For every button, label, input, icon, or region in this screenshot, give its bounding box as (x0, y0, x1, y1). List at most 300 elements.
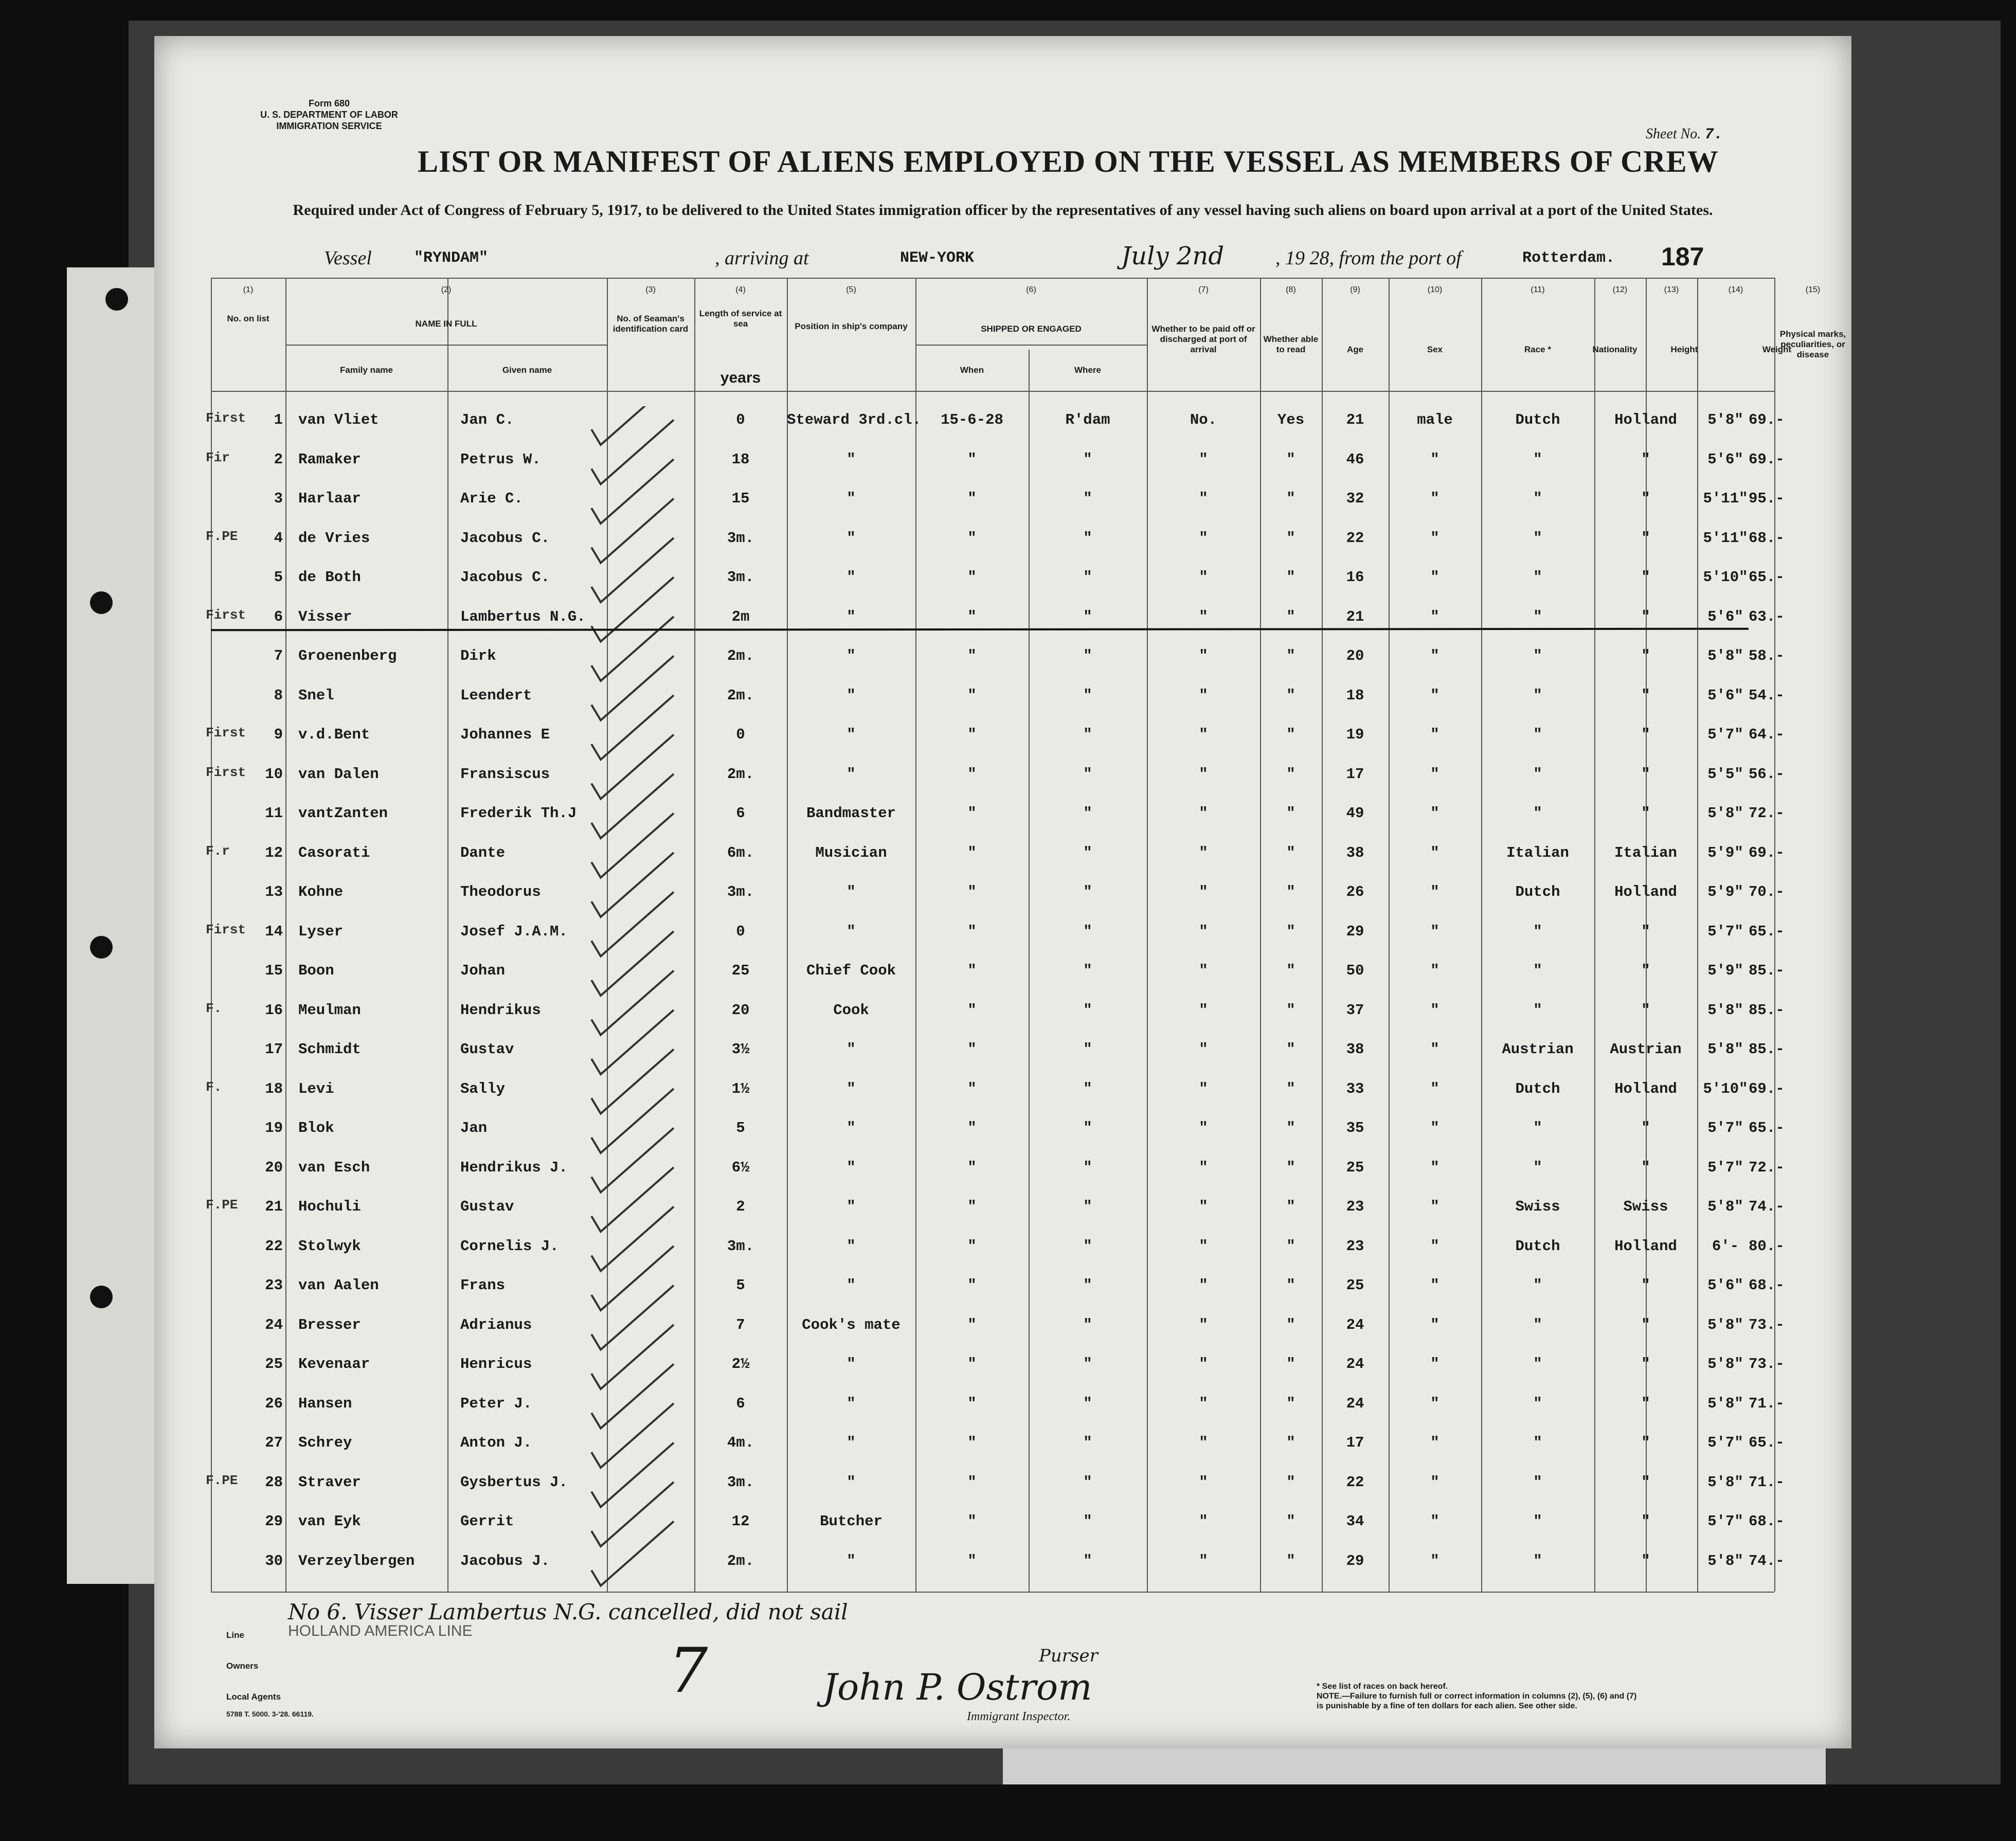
punch-hole (105, 288, 128, 311)
family-name: Kevenaar (298, 1356, 370, 1373)
race: " (1533, 1159, 1542, 1176)
check-icon (591, 406, 674, 445)
position: " (847, 450, 856, 468)
shipped-when: " (967, 1080, 977, 1097)
height: 5'7" (1707, 726, 1743, 743)
able-to-read: " (1286, 1356, 1295, 1373)
check-icon (591, 695, 674, 760)
check-icon (591, 1246, 674, 1310)
shipped-where: " (1083, 765, 1092, 783)
nationality: Holland (1614, 411, 1677, 428)
given-name: Hendrikus (460, 1001, 541, 1019)
height: 5'8" (1707, 1198, 1743, 1215)
able-to-read: " (1286, 726, 1295, 743)
shipped-when: " (967, 490, 977, 507)
age: 18 (1346, 687, 1364, 704)
nationality: " (1641, 450, 1650, 468)
weight: 74.- (1749, 1198, 1785, 1215)
nationality: Holland (1614, 1080, 1677, 1097)
race: " (1533, 647, 1542, 664)
shipped-when: " (967, 765, 977, 783)
check-icon (591, 1050, 674, 1114)
table-row (154, 564, 1851, 603)
shipped-when: " (967, 647, 977, 664)
height: 5'6" (1707, 687, 1743, 704)
able-to-read: " (1286, 1552, 1295, 1569)
weight: 54.- (1749, 687, 1785, 704)
able-to-read: " (1286, 1001, 1295, 1019)
header-age: Age (1346, 345, 1364, 354)
table-row (154, 1429, 1851, 1469)
table-row (154, 406, 1851, 446)
race: " (1533, 1356, 1542, 1373)
column-number-13: (13) (1664, 285, 1679, 294)
name-subheader-rule (285, 345, 607, 346)
shipped-when: " (967, 687, 977, 704)
nationality: " (1641, 765, 1650, 783)
height: 5'9" (1707, 962, 1743, 979)
note-fine: is punishable by a fine of ten dollars for each alien. See other side. (1317, 1702, 1577, 1710)
position: " (847, 726, 856, 743)
service-length: 2 (736, 1198, 745, 1215)
sex: " (1430, 962, 1439, 979)
given-name: Peter J. (460, 1395, 532, 1412)
given-name: Gustav (460, 1041, 514, 1058)
nationality: Italian (1614, 844, 1677, 861)
check-icon (591, 1522, 674, 1586)
shipped-when: " (967, 1198, 977, 1215)
given-name: Fransiscus (460, 765, 550, 783)
paid-off: " (1199, 1552, 1208, 1569)
sex: " (1430, 608, 1439, 625)
height: 6'- (1712, 1237, 1739, 1255)
weight: 68.- (1749, 529, 1785, 547)
row-number: 8 (274, 687, 283, 704)
header-paid-off: Whether to be paid off or discharged at port of arrival (1151, 324, 1255, 354)
paid-off: " (1199, 726, 1208, 743)
vessel-label: Vessel (324, 247, 372, 269)
check-icon (591, 656, 674, 720)
note-failure: NOTE.—Failure to furnish full or correct information in columns (2), (5), (6) and (7) (1317, 1692, 1637, 1701)
check-icon (591, 1167, 674, 1232)
given-name: Cornelis J. (460, 1237, 559, 1255)
service-length: 2m. (727, 765, 754, 783)
agents-label: Local Agents (226, 1692, 281, 1702)
able-to-read: Yes (1277, 411, 1305, 428)
shipped-when: " (967, 1041, 977, 1058)
age: 35 (1346, 1120, 1364, 1136)
table-row (154, 446, 1851, 485)
check-icon (591, 617, 674, 681)
column-number-15: (15) (1805, 285, 1821, 294)
race: " (1533, 687, 1542, 704)
table-row (154, 525, 1851, 564)
departure-port: Rotterdam. (1522, 249, 1615, 267)
nationality: " (1641, 805, 1650, 822)
check-icon (591, 538, 674, 602)
row-number: 14 (265, 923, 283, 940)
given-name: Adrianus (460, 1316, 532, 1333)
height: 5'7" (1707, 1434, 1743, 1451)
service-length: 7 (736, 1316, 745, 1333)
race: Dutch (1515, 1237, 1560, 1255)
column-number-4: (4) (735, 285, 746, 294)
sex: " (1430, 1159, 1439, 1176)
weight: 85.- (1749, 1041, 1785, 1058)
family-name: v.d.Bent (298, 726, 370, 743)
sex: " (1430, 1513, 1439, 1530)
row-number: 22 (265, 1237, 283, 1255)
race: Italian (1506, 844, 1569, 861)
sex: " (1430, 883, 1439, 900)
header-when: When (960, 365, 984, 375)
check-icon (591, 735, 674, 799)
row-number: 19 (265, 1120, 283, 1136)
weight: 72.- (1749, 1159, 1785, 1176)
weight: 72.- (1749, 805, 1785, 822)
service-length: 5 (736, 1120, 745, 1136)
service-length: 3½ (731, 1041, 750, 1058)
header-shipped-engaged: SHIPPED OR ENGAGED (981, 324, 1082, 334)
paid-off: " (1199, 962, 1208, 979)
row-number: 3 (274, 490, 283, 507)
row-number: 1 (274, 411, 283, 428)
service-length: 25 (731, 962, 750, 979)
paid-off: " (1199, 647, 1208, 664)
paid-off: " (1199, 1237, 1208, 1255)
position: " (847, 1473, 856, 1491)
age: 17 (1346, 765, 1364, 783)
race: " (1533, 1552, 1542, 1569)
paid-off: " (1199, 1277, 1208, 1294)
shipped-when: " (967, 1473, 977, 1491)
row-number: 12 (265, 844, 283, 861)
shipped-where: " (1083, 529, 1092, 547)
race: Austrian (1502, 1041, 1574, 1058)
given-name: Frans (460, 1277, 506, 1294)
sex: " (1430, 726, 1439, 743)
line-label: Line (226, 1630, 244, 1640)
row-number: 9 (274, 726, 283, 743)
given-name: Jacobus C. (460, 529, 550, 547)
nationality: " (1641, 490, 1650, 507)
height: 5'6" (1707, 1277, 1743, 1294)
able-to-read: " (1286, 1237, 1295, 1255)
age: 34 (1346, 1513, 1364, 1530)
paid-off: " (1199, 1473, 1208, 1491)
race: " (1533, 1120, 1542, 1136)
row-number: 24 (265, 1316, 283, 1333)
row-number: 11 (265, 805, 283, 822)
nationality: " (1641, 1120, 1650, 1136)
nationality: " (1641, 1395, 1650, 1412)
able-to-read: " (1286, 529, 1295, 547)
paid-off: " (1199, 923, 1208, 940)
shipped-where: " (1083, 1001, 1092, 1019)
given-name: Frederik Th.J (460, 805, 577, 822)
table-row (154, 1154, 1851, 1194)
able-to-read: " (1286, 1316, 1295, 1333)
race: " (1533, 569, 1542, 586)
row-margin-mark: First (206, 410, 246, 426)
shipped-when: " (967, 962, 977, 979)
paid-off: " (1199, 569, 1208, 586)
row-margin-mark: F.PE (206, 1197, 238, 1213)
shipped-when: " (967, 529, 977, 547)
header-weight: Weight (1762, 345, 1792, 354)
height: 5'8" (1707, 1395, 1743, 1412)
height: 5'6" (1707, 450, 1743, 468)
family-name: Schrey (298, 1434, 352, 1451)
row-number: 17 (265, 1041, 283, 1058)
header-position: Position in ship's company (795, 321, 908, 331)
able-to-read: " (1286, 450, 1295, 468)
shipped-when: " (967, 1237, 977, 1255)
column-number-5: (5) (846, 285, 856, 294)
shipped-when: " (967, 923, 977, 940)
header-years: years (720, 369, 761, 386)
family-name: de Both (298, 569, 361, 586)
family-name: Hochuli (298, 1198, 361, 1215)
given-name: Anton J. (460, 1434, 532, 1451)
service-length: 6 (736, 1395, 745, 1412)
cancellation-note: No 6. Visser Lambertus N.G. cancelled, did not sail (288, 1599, 848, 1625)
table-row (154, 997, 1851, 1036)
able-to-read: " (1286, 1513, 1295, 1530)
table-row (154, 1114, 1851, 1154)
shipped-when: " (967, 726, 977, 743)
family-name: van Dalen (298, 765, 379, 783)
age: 32 (1346, 490, 1364, 507)
table-row (154, 721, 1851, 761)
family-name: Snel (298, 687, 334, 704)
sex: " (1430, 1277, 1439, 1294)
service-length: 0 (736, 923, 745, 940)
shipped-where: " (1083, 687, 1092, 704)
position: " (847, 1080, 856, 1097)
race: " (1533, 1277, 1542, 1294)
row-number: 5 (274, 569, 283, 586)
position: " (847, 569, 856, 586)
table-row (154, 1469, 1851, 1508)
punch-hole (90, 591, 113, 614)
header-bottom-rule (211, 391, 1774, 392)
position: " (847, 490, 856, 507)
height: 5'7" (1707, 1159, 1743, 1176)
table-row (154, 642, 1851, 682)
weight: 85.- (1749, 962, 1785, 979)
family-name: van Eyk (298, 1513, 361, 1530)
header-given-name: Given name (502, 365, 552, 375)
row-margin-mark: F. (206, 1079, 222, 1095)
position: " (847, 1041, 856, 1058)
service-length: 5 (736, 1277, 745, 1294)
shipped-where: " (1083, 805, 1092, 822)
height: 5'8" (1707, 1552, 1743, 1569)
race: " (1533, 1513, 1542, 1530)
age: 38 (1346, 1041, 1364, 1058)
paid-off: " (1199, 1316, 1208, 1333)
position: " (847, 1198, 856, 1215)
position: Chief Cook (806, 962, 896, 979)
nationality: " (1641, 687, 1650, 704)
given-name: Sally (460, 1080, 506, 1097)
service-length: 3m. (727, 569, 754, 586)
able-to-read: " (1286, 883, 1295, 900)
sex: " (1430, 1080, 1439, 1097)
family-name: Levi (298, 1080, 334, 1097)
row-margin-mark: First (206, 922, 246, 937)
table-row (154, 1233, 1851, 1272)
paid-off: " (1199, 765, 1208, 783)
service-length: 2m. (727, 647, 754, 664)
age: 33 (1346, 1080, 1364, 1097)
row-number: 4 (274, 529, 283, 547)
sex: " (1430, 1473, 1439, 1491)
column-number-10: (10) (1427, 285, 1443, 294)
service-length: 3m. (727, 883, 754, 900)
vessel-name: "RYNDAM" (414, 249, 489, 267)
header-family-name: Family name (340, 365, 393, 375)
paid-off: " (1199, 1041, 1208, 1058)
given-name: Jan (460, 1120, 488, 1136)
able-to-read: " (1286, 490, 1295, 507)
able-to-read: " (1286, 1159, 1295, 1176)
nationality: " (1641, 1159, 1650, 1176)
check-icon (591, 774, 674, 838)
service-length: 20 (731, 1001, 750, 1019)
age: 25 (1346, 1159, 1364, 1176)
nationality: " (1641, 1316, 1650, 1333)
shipped-where: " (1083, 1434, 1092, 1451)
shipped-where: " (1083, 1041, 1092, 1058)
nationality: " (1641, 608, 1650, 625)
weight: 64.- (1749, 726, 1785, 743)
paid-off: " (1199, 1080, 1208, 1097)
row-number: 23 (265, 1277, 283, 1294)
nationality: " (1641, 1277, 1650, 1294)
table-row (154, 918, 1851, 958)
weight: 80.- (1749, 1237, 1785, 1255)
position: " (847, 765, 856, 783)
sex: " (1430, 805, 1439, 822)
table-row (154, 485, 1851, 525)
paid-off: " (1199, 844, 1208, 861)
header-able-read: Whether able to read (1263, 334, 1319, 354)
race: Dutch (1515, 883, 1560, 900)
paid-off: No. (1190, 411, 1217, 428)
service-length: 2m. (727, 1552, 754, 1569)
table-row (154, 800, 1851, 839)
position: " (847, 608, 856, 625)
weight: 95.- (1749, 490, 1785, 507)
shipped-when: " (967, 883, 977, 900)
age: 20 (1346, 647, 1364, 664)
shipped-where: " (1083, 1237, 1092, 1255)
paid-off: " (1199, 687, 1208, 704)
family-name: Straver (298, 1473, 361, 1491)
page-subtitle: Required under Act of Congress of February 5, 1917, to be delivered to the United States immigration officer by the representatives of any vessel having such aliens on board upon arrival at a port of the United States. (293, 202, 1713, 219)
given-name: Johannes E (460, 726, 550, 743)
nationality: Holland (1614, 1237, 1677, 1255)
given-name: Dante (460, 844, 506, 861)
age: 24 (1346, 1356, 1364, 1373)
position: " (847, 1356, 856, 1373)
table-top-rule (211, 278, 1774, 279)
row-margin-mark: F.PE (206, 528, 238, 544)
weight: 71.- (1749, 1473, 1785, 1491)
shipped-when: " (967, 1395, 977, 1412)
shipped-when: " (967, 1552, 977, 1569)
sex: " (1430, 490, 1439, 507)
age: 23 (1346, 1237, 1364, 1255)
family-name: Meulman (298, 1001, 361, 1019)
weight: 56.- (1749, 765, 1785, 783)
weight: 65.- (1749, 569, 1785, 586)
table-row (154, 1350, 1851, 1390)
height: 5'6" (1707, 608, 1743, 625)
position: " (847, 1277, 856, 1294)
service-length: 0 (736, 411, 745, 428)
race: " (1533, 608, 1542, 625)
check-icon (591, 1286, 674, 1350)
paid-off: " (1199, 1120, 1208, 1136)
header-no-on-list: No. on list (227, 314, 269, 323)
year-label: , 19 28, from the port of (1275, 247, 1462, 269)
service-length: 6 (736, 805, 745, 822)
race: " (1533, 1001, 1542, 1019)
row-margin-mark: First (206, 725, 246, 741)
shipped-where: " (1083, 1080, 1092, 1097)
column-number-14: (14) (1728, 285, 1743, 294)
nationality: " (1641, 1513, 1650, 1530)
header-name-in-full: NAME IN FULL (415, 319, 477, 329)
sex: " (1430, 687, 1439, 704)
shipped-where: " (1083, 1513, 1092, 1530)
age: 24 (1346, 1316, 1364, 1333)
race: " (1533, 805, 1542, 822)
given-name: Hendrikus J. (460, 1159, 568, 1176)
nationality: " (1641, 962, 1650, 979)
column-number-11: (11) (1531, 285, 1545, 294)
sex: " (1430, 1356, 1439, 1373)
given-name: Theodorus (460, 883, 541, 900)
weight: 73.- (1749, 1356, 1785, 1373)
paid-off: " (1199, 1434, 1208, 1451)
weight: 73.- (1749, 1316, 1785, 1333)
shipped-where: " (1083, 490, 1092, 507)
family-name: Bresser (298, 1316, 361, 1333)
shipped-where: " (1083, 1198, 1092, 1215)
race: " (1533, 1395, 1542, 1412)
check-icon (591, 459, 674, 524)
given-name: Leendert (460, 687, 532, 704)
position: Steward 3rd.cl. (787, 411, 922, 428)
sex: " (1430, 569, 1439, 586)
position: Butcher (820, 1513, 883, 1530)
form-number: Form 680 (308, 98, 350, 109)
nationality: " (1641, 1356, 1650, 1373)
shipped-where: " (1083, 569, 1092, 586)
row-margin-mark: F.r (206, 843, 230, 859)
family-name: van Aalen (298, 1277, 379, 1294)
age: 22 (1346, 529, 1364, 547)
able-to-read: " (1286, 1277, 1295, 1294)
check-icon (591, 1443, 674, 1507)
service-length: 12 (731, 1513, 750, 1530)
row-number: 2 (274, 450, 283, 468)
given-name: Arie C. (460, 490, 523, 507)
